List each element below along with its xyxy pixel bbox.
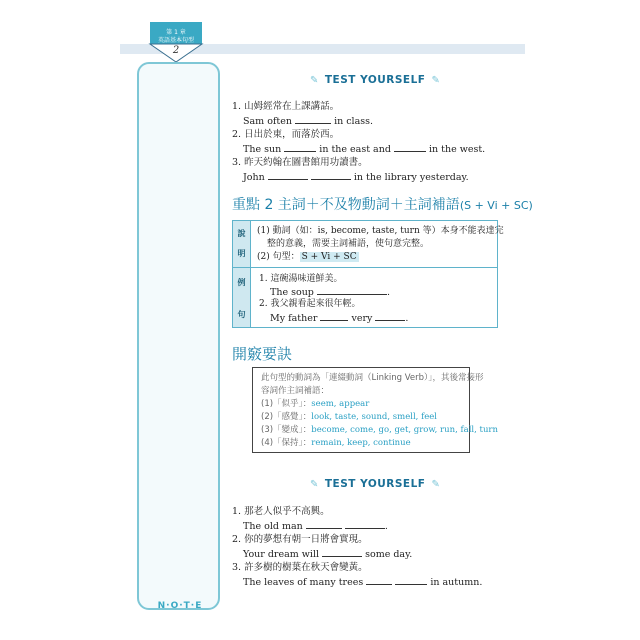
explain-1a: (1) 動詞（如：is, become, taste, turn 等）本身不能表達完	[257, 226, 504, 236]
tips-row-2: (2)「感覺」：look, taste, sound, smell, feel	[261, 412, 437, 422]
explanation-box	[232, 220, 504, 328]
test1-item2-en: The sun in the east and in the west.	[243, 144, 486, 155]
test1-item1-zh: 1. 山姆經常在上課講話。	[232, 101, 340, 112]
chapter-title: 英語基本句型	[157, 37, 194, 44]
pencil-icon: ✎	[310, 75, 319, 86]
test1-item2-zh: 2. 日出於東，而落於西。	[232, 129, 340, 140]
tips-row-1: (1)「似乎」：seem, appear	[261, 399, 370, 409]
answer-blank[interactable]	[375, 311, 405, 321]
example-1-zh: 1. 這碗湯味道鮮美。	[259, 274, 343, 284]
pencil-icon: ✎	[431, 479, 441, 490]
test-yourself-title-2: TEST YOURSELF	[324, 478, 426, 490]
test1-item3-zh: 3. 昨天約翰在圖書館用功讀書。	[232, 157, 368, 168]
test1-item1-en: Sam often in class.	[243, 116, 374, 127]
note-label: N·O·T·E	[157, 601, 203, 611]
test-yourself-heading-2	[304, 478, 446, 490]
explain-2: (2) 句型： S + Vi + SC	[257, 252, 357, 262]
note-column	[137, 62, 220, 610]
tips-intro-a: 此句型的動詞為「連綴動詞（Linking Verb）」，其後常接形	[261, 373, 484, 383]
pencil-icon: ✎	[310, 479, 319, 490]
example-2-zh: 2. 我父親看起來很年輕。	[259, 299, 361, 309]
answer-blank[interactable]	[295, 114, 331, 124]
answer-blank[interactable]	[320, 311, 348, 321]
example-label: 例 句	[233, 268, 251, 327]
explain-formula: S + Vi + SC	[301, 252, 357, 262]
test2-item1-zh: 1. 那老人似乎不高興。	[232, 506, 330, 517]
answer-blank[interactable]	[395, 575, 427, 585]
explain-label: 說 明	[233, 221, 251, 267]
section2-heading	[232, 194, 533, 214]
section2-title: 重點 2 主詞＋不及物動詞＋主詞補語	[232, 197, 460, 213]
test2-item2-en: Your dream will some day.	[243, 549, 413, 560]
test2-item3-en: The leaves of many trees in autumn.	[243, 577, 483, 588]
test-yourself-heading-1	[304, 74, 446, 86]
test-yourself-title-1: TEST YOURSELF	[324, 74, 426, 86]
example-2-en: My father very .	[270, 313, 409, 324]
test2-item1-en: The old man .	[243, 521, 388, 532]
pencil-icon: ✎	[431, 75, 441, 86]
section2-formula: (S + Vi + SC)	[459, 199, 533, 212]
tips-box	[252, 367, 498, 453]
tips-row-4: (4)「保持」：remain, keep, continue	[261, 438, 411, 448]
page-number: 2	[172, 45, 180, 56]
explain-1b: 整的意義，需要主詞補語，使句意完整。	[267, 239, 430, 249]
answer-blank[interactable]	[317, 285, 387, 295]
divider	[233, 267, 497, 268]
tips-heading: 開竅要訣	[232, 345, 293, 363]
answer-blank[interactable]	[311, 170, 351, 180]
test2-item3-zh: 3. 許多樹的樹葉在秋天會變黃。	[232, 562, 368, 573]
test1-item3-en: John in the library yesterday.	[243, 172, 469, 183]
answer-blank[interactable]	[284, 142, 316, 152]
answer-blank[interactable]	[366, 575, 392, 585]
answer-blank[interactable]	[345, 519, 385, 529]
chapter-number: 第 1 章	[166, 29, 186, 36]
tips-intro-b: 容詞作主詞補語：	[261, 386, 330, 396]
answer-blank[interactable]	[322, 547, 362, 557]
test2-item2-zh: 2. 你的夢想有朝一日將會實現。	[232, 534, 368, 545]
answer-blank[interactable]	[268, 170, 308, 180]
tips-row-3: (3)「變成」：become, come, go, get, grow, run, fall, turn	[261, 425, 498, 435]
answer-blank[interactable]	[306, 519, 342, 529]
answer-blank[interactable]	[394, 142, 426, 152]
chapter-tab	[146, 22, 206, 60]
example-1-en: The soup .	[270, 287, 390, 298]
